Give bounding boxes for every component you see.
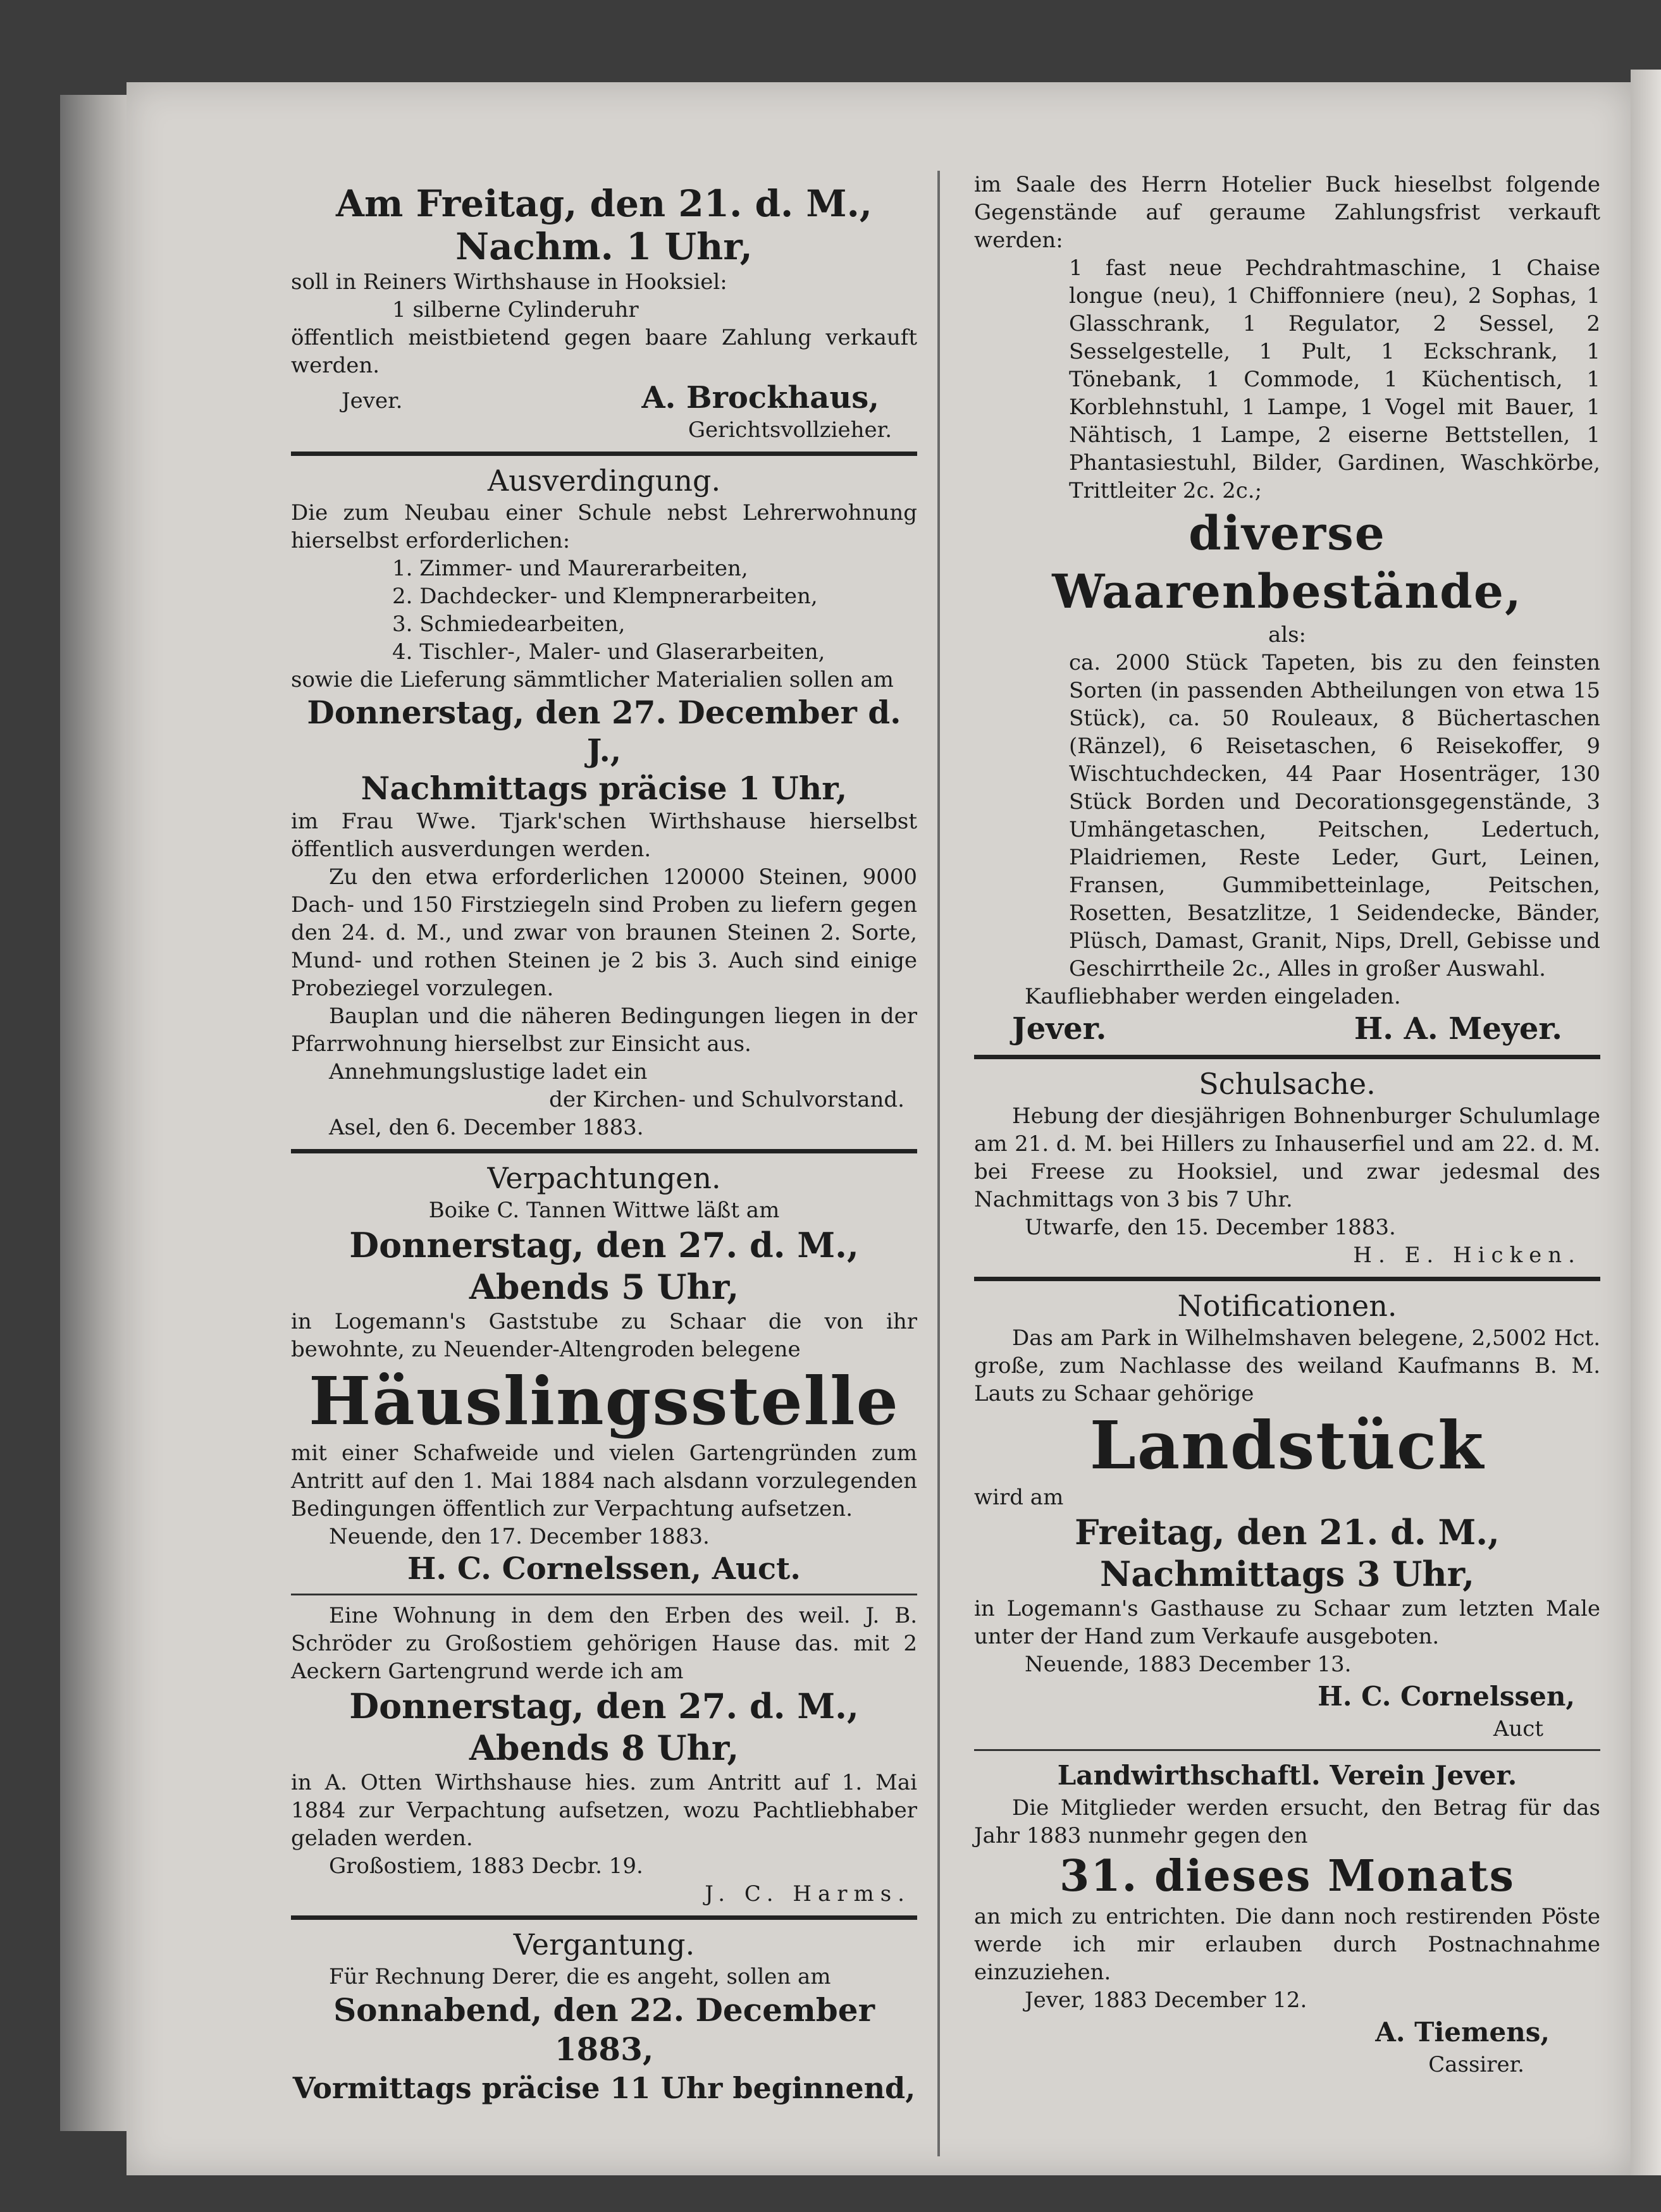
ad-signer: J. C. Harms.: [705, 1881, 911, 1907]
ad-signer: der Kirchen- und Schulvorstand.: [549, 1087, 905, 1112]
ad-dateline: Utwarfe, den 15. December 1883.: [1025, 1215, 1396, 1240]
column-divider: [937, 171, 940, 2156]
ad-title: Schulsache.: [1199, 1067, 1376, 1101]
ad-title: Notificationen.: [1177, 1289, 1397, 1323]
ad-date-line: Freitag, den 21. d. M.,: [1075, 1512, 1500, 1552]
ad-text: an mich zu entrichten. Die dann noch restirenden Pöste werde ich mir erlauben durch Postnachnahme einzuziehen.: [974, 1904, 1600, 1985]
ad-text: Boike C. Tannen Wittwe läßt am: [428, 1198, 780, 1223]
ad-date-line: Sonnabend, den 22. December 1883,: [333, 1991, 875, 2068]
ad-time-line: Nachmittags 3 Uhr,: [1099, 1554, 1475, 1594]
ad-date-line: Am Freitag, den 21. d. M.,: [336, 182, 872, 225]
ad-verpachtungen: [291, 1160, 917, 1587]
ad-time-line: Abends 8 Uhr,: [469, 1728, 739, 1768]
ad-dateline: Neuende, 1883 December 13.: [1025, 1652, 1352, 1677]
ad-text: Hebung der diesjährigen Bohnenburger Schulumlage am 21. d. M. bei Hillers zu Inhauserfiel und am 22. d. M. bei Freese zu Hooksiel, und zwar jedesmal des Nachmittags von 3 bis 7 Uhr.: [974, 1103, 1600, 1212]
ad-place: Jever.: [1012, 1011, 1107, 1047]
ad-ausverdingung: [291, 462, 917, 1141]
ad-dateline: Asel, den 6. December 1883.: [329, 1115, 644, 1140]
book-spine: [60, 95, 130, 2131]
ad-text: Bauplan und die näheren Bedingungen liegen in der Pfarrwohnung hierselbst zur Einsicht aus.: [291, 1004, 917, 1057]
ad-signer: A. Tiemens,: [1375, 2017, 1550, 2048]
ad-text: wird am: [974, 1485, 1064, 1510]
ad-schulsache: [974, 1066, 1600, 1269]
ad-signer: H. A. Meyer.: [1354, 1011, 1562, 1047]
page-edge: [1631, 70, 1661, 2175]
left-column: [291, 171, 917, 2107]
ad-dateline: Großostiem, 1883 Decbr. 19.: [329, 1853, 643, 1879]
list-item: 2. Dachdecker- und Klempnerarbeiten,: [392, 584, 818, 609]
ad-text: als:: [1268, 622, 1307, 648]
ad-wohnung: [291, 1602, 917, 1908]
right-column: [974, 171, 1600, 2079]
work-list: [291, 555, 917, 666]
ad-text: Annehmungslustige ladet ein: [329, 1059, 648, 1084]
ad-item-list: 1 fast neue Pechdrahtmaschine, 1 Chaise longue (neu), 1 Chiffonniere (neu), 2 Sophas, 1 Glasschrank, 1 Regulator, 2 Sessel, 2 Sesselgestelle, 1 Pult, 1 Eckschrank, 1 Tönebank, 1 Commode, 1 Küchentisch, 1 Korblehnstuhl, 1 Lampe, 1 Vogel mit Bauer, 1 Nähtisch, 1 Lampe, 2 eiserne Bettstellen, 1 Phantasiestuhl, Bilder, Gardinen, Waschkörbe, Trittleiter 2c. 2c.;: [1069, 255, 1600, 503]
ad-title: Vergantung.: [513, 1927, 695, 1962]
ad-text: öffentlich meistbietend gegen baare Zahlung verkauft werden.: [291, 325, 917, 378]
ad-signer-title: Cassirer.: [1428, 2052, 1524, 2077]
ad-headline: Häuslingsstelle: [309, 1362, 899, 1440]
ad-headline: diverse Waarenbestände,: [1052, 507, 1522, 619]
section-rule: [291, 1149, 917, 1153]
ad-text: im Saale des Herrn Hotelier Buck hieselbst folgende Gegenstände auf geraume Zahlungsfrist verkauft werden:: [974, 172, 1600, 253]
ad-landwirthschaftl-verein: [974, 1757, 1600, 2079]
ad-place: Jever.: [342, 388, 403, 414]
ad-time-line: Nachmittags präcise 1 Uhr,: [361, 770, 848, 807]
ad-item-list: ca. 2000 Stück Tapeten, bis zu den feinsten Sorten (in passenden Abtheilungen von etwa 15 Stück), ca. 50 Rouleaux, 8 Büchertaschen (Ränzel), 6 Reisetaschen, 6 Reisekoffer, 9 Wischtuchdecken, 44 Paar Hosenträger, 130 Stück Borden und Decorationsgegenstände, 3 Umhängetaschen, Peitschen, Ledertuch, Plaidriemen, Reste Leder, Gurt, Leinen, Fransen, Gummibetteinlage, Peitschen, Rosetten, Besatzlitze, 1 Seidendecke, Bänder, Plüsch, Damast, Granit, Nips, Drell, Gebisse und Geschirrtheile 2c., Alles in großer Auswahl.: [1069, 650, 1600, 981]
ad-text: Eine Wohnung in dem den Erben des weil. J. B. Schröder zu Großostiem gehörigen Hause das. mit 2 Aeckern Gartengrund werde ich am: [291, 1603, 917, 1684]
ad-date-line: Donnerstag, den 27. d. M.,: [349, 1686, 859, 1726]
ad-signer: H. C. Cornelssen,: [1318, 1681, 1575, 1712]
ad-date-line: Donnerstag, den 27. d. M.,: [349, 1225, 859, 1265]
ad-signer: A. Brockhaus,: [641, 380, 879, 415]
ad-signer-title: Gerichtsvollzieher.: [688, 417, 892, 443]
ad-date-line: Donnerstag, den 27. December d. J.,: [307, 694, 901, 769]
ad-time-line: Abends 5 Uhr,: [469, 1267, 739, 1307]
ad-signer: H. E. Hicken.: [1353, 1243, 1581, 1268]
ad-text: Für Rechnung Derer, die es angeht, sollen am: [329, 1964, 831, 1989]
ad-vergantung: [291, 1926, 917, 2107]
ad-title: Landwirthschaftl. Verein Jever.: [1057, 1760, 1517, 1791]
ad-vergantung-continued: [974, 171, 1600, 1047]
section-rule: [974, 1055, 1600, 1059]
ad-signer-title: Auct: [1493, 1716, 1543, 1742]
ad-text: Das am Park in Wilhelmshaven belegene, 2,5002 Hct. große, zum Nachlasse des weiland Kaufmanns B. M. Lauts zu Schaar gehörige: [974, 1325, 1600, 1406]
section-rule: [291, 452, 917, 456]
ad-text: Die zum Neubau einer Schule nebst Lehrerwohnung hierselbst erforderlichen:: [291, 500, 917, 553]
ad-notificationen: [974, 1287, 1600, 1743]
ad-title: Ausverdingung.: [487, 464, 721, 498]
ad-dateline: Jever, 1883 December 12.: [1025, 1988, 1307, 2013]
ad-title: Verpachtungen.: [487, 1161, 721, 1195]
section-rule: [974, 1749, 1600, 1751]
ad-time-line: Vormittags präcise 11 Uhr beginnend,: [292, 2071, 916, 2105]
list-item: 4. Tischler-, Maler- und Glaserarbeiten,: [392, 639, 825, 665]
section-rule: [291, 1594, 917, 1595]
ad-text: Zu den etwa erforderlichen 120000 Steinen, 9000 Dach- und 150 Firstziegeln sind Proben zu liefern gegen den 24. d. M., und zwar von braunen Steinen 2. Sorte, Mund- und rothen Steinen je 2 bis 3. Auch sind einige Probeziegel vorzulegen.: [291, 864, 917, 1001]
ad-text: in Logemann's Gaststube zu Schaar die von ihr bewohnte, zu Neuender-Altengroden belegene: [291, 1309, 917, 1362]
section-rule: [291, 1915, 917, 1920]
ad-time-line: Nachm. 1 Uhr,: [455, 225, 753, 268]
ad-dateline: Neuende, den 17. December 1883.: [329, 1524, 710, 1549]
ad-signer: H. C. Cornelssen, Auct.: [407, 1551, 801, 1587]
ad-text: Die Mitglieder werden ersucht, den Betrag für das Jahr 1883 nunmehr gegen den: [974, 1795, 1600, 1848]
ad-text: in A. Otten Wirthshause hies. zum Antritt auf 1. Mai 1884 zur Verpachtung aufsetzen, wozu Pachtliebhaber geladen werden.: [291, 1770, 917, 1851]
list-item: 1. Zimmer- und Maurerarbeiten,: [392, 556, 748, 581]
ad-text: sowie die Lieferung sämmtlicher Materialien sollen am: [291, 667, 894, 692]
section-rule: [974, 1277, 1600, 1281]
ad-text: in Logemann's Gasthause zu Schaar zum letzten Male unter der Hand zum Verkaufe ausgeboten.: [974, 1596, 1600, 1649]
ad-item: 1 silberne Cylinderuhr: [392, 297, 639, 323]
ad-text: im Frau Wwe. Tjark'schen Wirthshause hierselbst öffentlich ausverdungen werden.: [291, 809, 917, 862]
ad-auction-cylinder-watch: [291, 182, 917, 444]
ad-text: soll in Reiners Wirthshause in Hooksiel:: [291, 269, 727, 295]
ad-headline: Landstück: [1089, 1406, 1485, 1484]
ad-headline: 31. dieses Monats: [1059, 1851, 1515, 1902]
ad-text: Kaufliebhaber werden eingeladen.: [1025, 984, 1401, 1009]
ad-text: mit einer Schafweide und vielen Gartengründen zum Antritt auf den 1. Mai 1884 nach alsdann vorzulegenden Bedingungen öffentlich zur Verpachtung aufsetzen.: [291, 1441, 917, 1521]
list-item: 3. Schmiedearbeiten,: [392, 611, 626, 637]
